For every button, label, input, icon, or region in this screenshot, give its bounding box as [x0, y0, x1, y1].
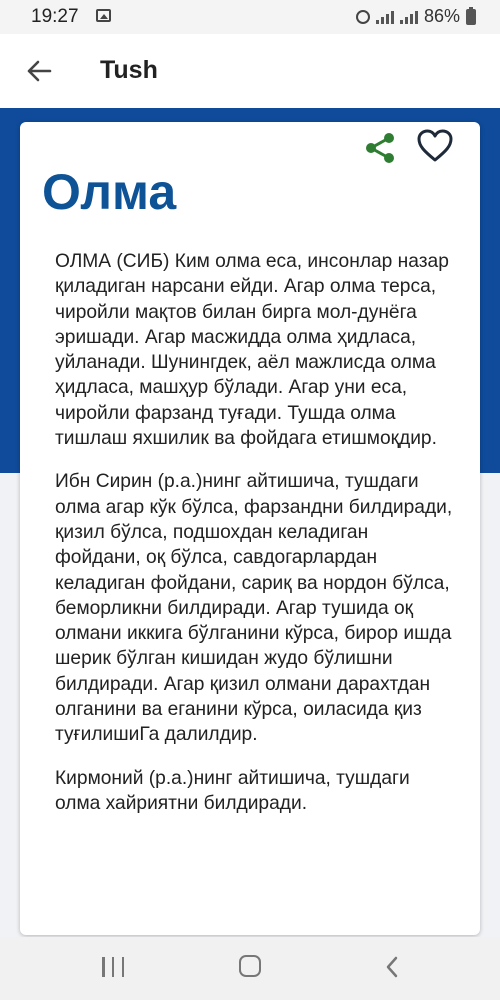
- alarm-icon: [356, 10, 370, 24]
- favorite-button[interactable]: [416, 128, 454, 164]
- status-time: 19:27: [31, 6, 79, 27]
- battery-icon: [466, 9, 476, 25]
- page-title: Tush: [100, 56, 158, 84]
- status-indicators: [356, 6, 476, 27]
- back-button[interactable]: [24, 56, 54, 86]
- share-button[interactable]: [362, 130, 398, 166]
- battery-percent: 86%: [423, 6, 460, 26]
- share-icon: [362, 130, 398, 166]
- article-card: [20, 122, 480, 935]
- system-nav-bar: [0, 937, 500, 1000]
- heart-outline-icon: [416, 128, 454, 164]
- system-back-button[interactable]: [382, 955, 402, 979]
- article-paragraph: Ибн Сирин (р.а.)нинг айтишича, тушдаги олма агар кўк бўлса, фарзандни билдиради, қизил бўлса, подшохдан келадиган фойдани, оқ бўлса, савдогарлардан келадиган фойдани, сариқ ва нордон бўлса, беморликни билдиради. Агар тушида оқ олмани иккига бўлганини кўрса, бирор ишда шерик бўлган кишидан жудо бўлишни билдиради. Агар қизил олмани дарахтдан олганини ва еганини кўрса, оиласида қиз туғилишиГа далилдир.: [55, 471, 453, 746]
- article-body: [55, 249, 455, 834]
- image-notification-icon: [96, 9, 111, 22]
- home-button[interactable]: [239, 955, 261, 977]
- arrow-left-icon: [26, 60, 52, 82]
- article-title: Олма: [42, 164, 177, 220]
- app-bar: [0, 34, 500, 108]
- signal-icon: [376, 10, 394, 24]
- article-paragraph: ОЛМА (СИБ) Ким олма еса, инсонлар назар қиладиган нарсани ейди. Агар олма терса, чиройли мақтов билан бирга мол-дунёга эришади. Агар масжидда олма ҳидласа, уйланади. Шунингдек, аёл мажлисда олма ҳидласа, машҳур бўлади. Агар уни еса, чиройли фарзанд туғади. Тушда олма тишлаш яхшилик ва фойдага етишмоқдир.: [55, 251, 449, 450]
- status-bar: [0, 0, 500, 34]
- chevron-left-icon: [382, 955, 402, 979]
- recent-apps-button[interactable]: [102, 957, 124, 977]
- article-paragraph: Кирмоний (р.а.)нинг айтишича, тушдаги олма хайриятни билдиради.: [55, 767, 410, 814]
- signal-icon-2: [400, 10, 418, 24]
